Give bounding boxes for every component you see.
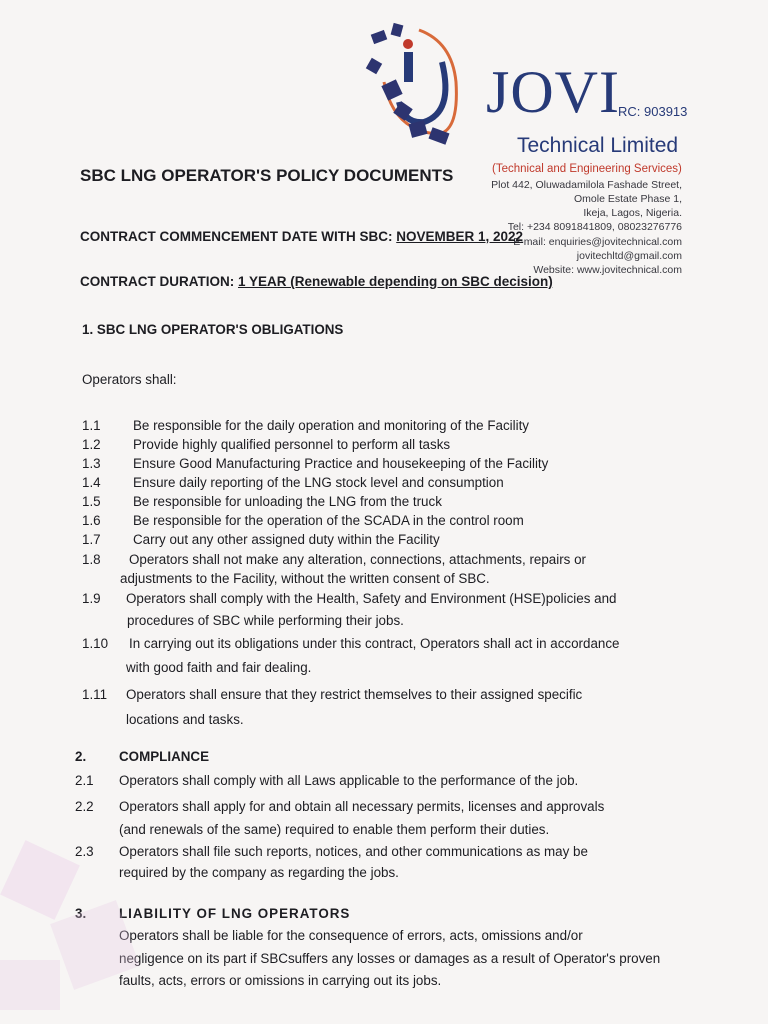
item-text: Provide highly qualified personnel to perform all tasks [133, 437, 451, 452]
section3-heading: LIABILITY OF LNG OPERATORS [119, 906, 351, 921]
duration-line [80, 274, 553, 289]
item-text: Operators shall not make any alteration, connections, attachments, repairs or [129, 552, 587, 567]
jovi-logo [364, 22, 464, 152]
item-text: Be responsible for unloading the LNG from the truck [133, 494, 442, 509]
commencement-label: CONTRACT COMMENCEMENT DATE WITH SBC: [80, 229, 393, 244]
website-line: Website: www.jovitechnical.com [533, 264, 682, 276]
item-text-continued: with good faith and fair dealing. [126, 660, 312, 675]
email-line: E-mail: enquiries@jovitechnical.com [513, 236, 682, 248]
duration-value: 1 YEAR (Renewable depending on SBC decision) [238, 274, 553, 289]
address-line: Ikeja, Lagos, Nigeria. [583, 207, 682, 219]
company-subtitle: Technical Limited [517, 134, 679, 157]
item-text: Operators shall comply with the Health, Safety and Environment (HSE)policies and [126, 591, 617, 606]
item-text: Operators shall comply with all Laws applicable to the performance of the job. [119, 773, 579, 788]
item-number: 1.5 [82, 494, 101, 509]
commencement-line [80, 229, 523, 244]
phone-line: Tel: +234 8091841809, 08023276776 [507, 221, 682, 233]
commencement-value: NOVEMBER 1, 2022 [396, 229, 524, 244]
item-text: Operators shall apply for and obtain all necessary permits, licenses and approvals [119, 799, 605, 814]
item-number: 1.11 [82, 687, 108, 702]
company-name: JOVI [486, 59, 620, 125]
item-text-continued: locations and tasks. [126, 712, 244, 727]
rc-number: RC: 903913 [618, 104, 688, 119]
item-text: Operators shall ensure that they restrict themselves to their assigned specific [126, 687, 583, 702]
item-text-continued: (and renewals of the same) required to enable them perform their duties. [119, 822, 550, 837]
item-number: 1.3 [82, 456, 101, 471]
item-text: Be responsible for the daily operation and monitoring of the Facility [133, 418, 529, 433]
item-text: Ensure Good Manufacturing Practice and housekeeping of the Facility [133, 456, 549, 471]
address-line: Omole Estate Phase 1, [574, 193, 682, 205]
email-line: jovitechltd@gmail.com [576, 250, 682, 262]
item-text: Carry out any other assigned duty within the Facility [133, 532, 440, 547]
item-number: 1.10 [82, 636, 109, 651]
section3-line: faults, acts, errors or omissions in carrying out its jobs. [119, 973, 442, 988]
section1-heading: 1. SBC LNG OPERATOR'S OBLIGATIONS [82, 322, 344, 337]
address-line: Plot 442, Oluwadamilola Fashade Street, [491, 179, 682, 191]
section3-number: 3. [75, 906, 87, 921]
item-number: 2.3 [75, 844, 94, 859]
item-number: 1.4 [82, 475, 101, 490]
item-number: 1.2 [82, 437, 101, 452]
item-number: 1.1 [82, 418, 101, 433]
item-number: 1.7 [82, 532, 101, 547]
section3-line: negligence on its part if SBCsuffers any losses or damages as a result of Operator's proven [119, 951, 661, 966]
section1-intro: Operators shall: [82, 372, 177, 387]
company-services: (Technical and Engineering Services) [492, 163, 682, 175]
item-number: 1.9 [82, 591, 101, 606]
item-text-continued: required by the company as regarding the jobs. [119, 865, 399, 880]
document-title: SBC LNG OPERATOR'S POLICY DOCUMENTS [80, 166, 454, 185]
item-number: 2.2 [75, 799, 94, 814]
item-text: In carrying out its obligations under this contract, Operators shall act in accordance [129, 636, 620, 651]
item-text-continued: adjustments to the Facility, without the written consent of SBC. [120, 571, 490, 586]
section2-number: 2. [75, 749, 87, 764]
item-number: 1.6 [82, 513, 101, 528]
section2-heading: COMPLIANCE [119, 749, 210, 764]
item-number: 2.1 [75, 773, 94, 788]
section3-line: Operators shall be liable for the consequence of errors, acts, omissions and/or [119, 928, 583, 943]
watermark-smudge [0, 820, 170, 1020]
duration-label: CONTRACT DURATION: [80, 274, 235, 289]
item-text: Ensure daily reporting of the LNG stock level and consumption [133, 475, 504, 490]
item-number: 1.8 [82, 552, 101, 567]
item-text: Be responsible for the operation of the SCADA in the control room [133, 513, 524, 528]
item-text: Operators shall file such reports, notices, and other communications as may be [119, 844, 588, 859]
item-text-continued: procedures of SBC while performing their jobs. [127, 613, 404, 628]
